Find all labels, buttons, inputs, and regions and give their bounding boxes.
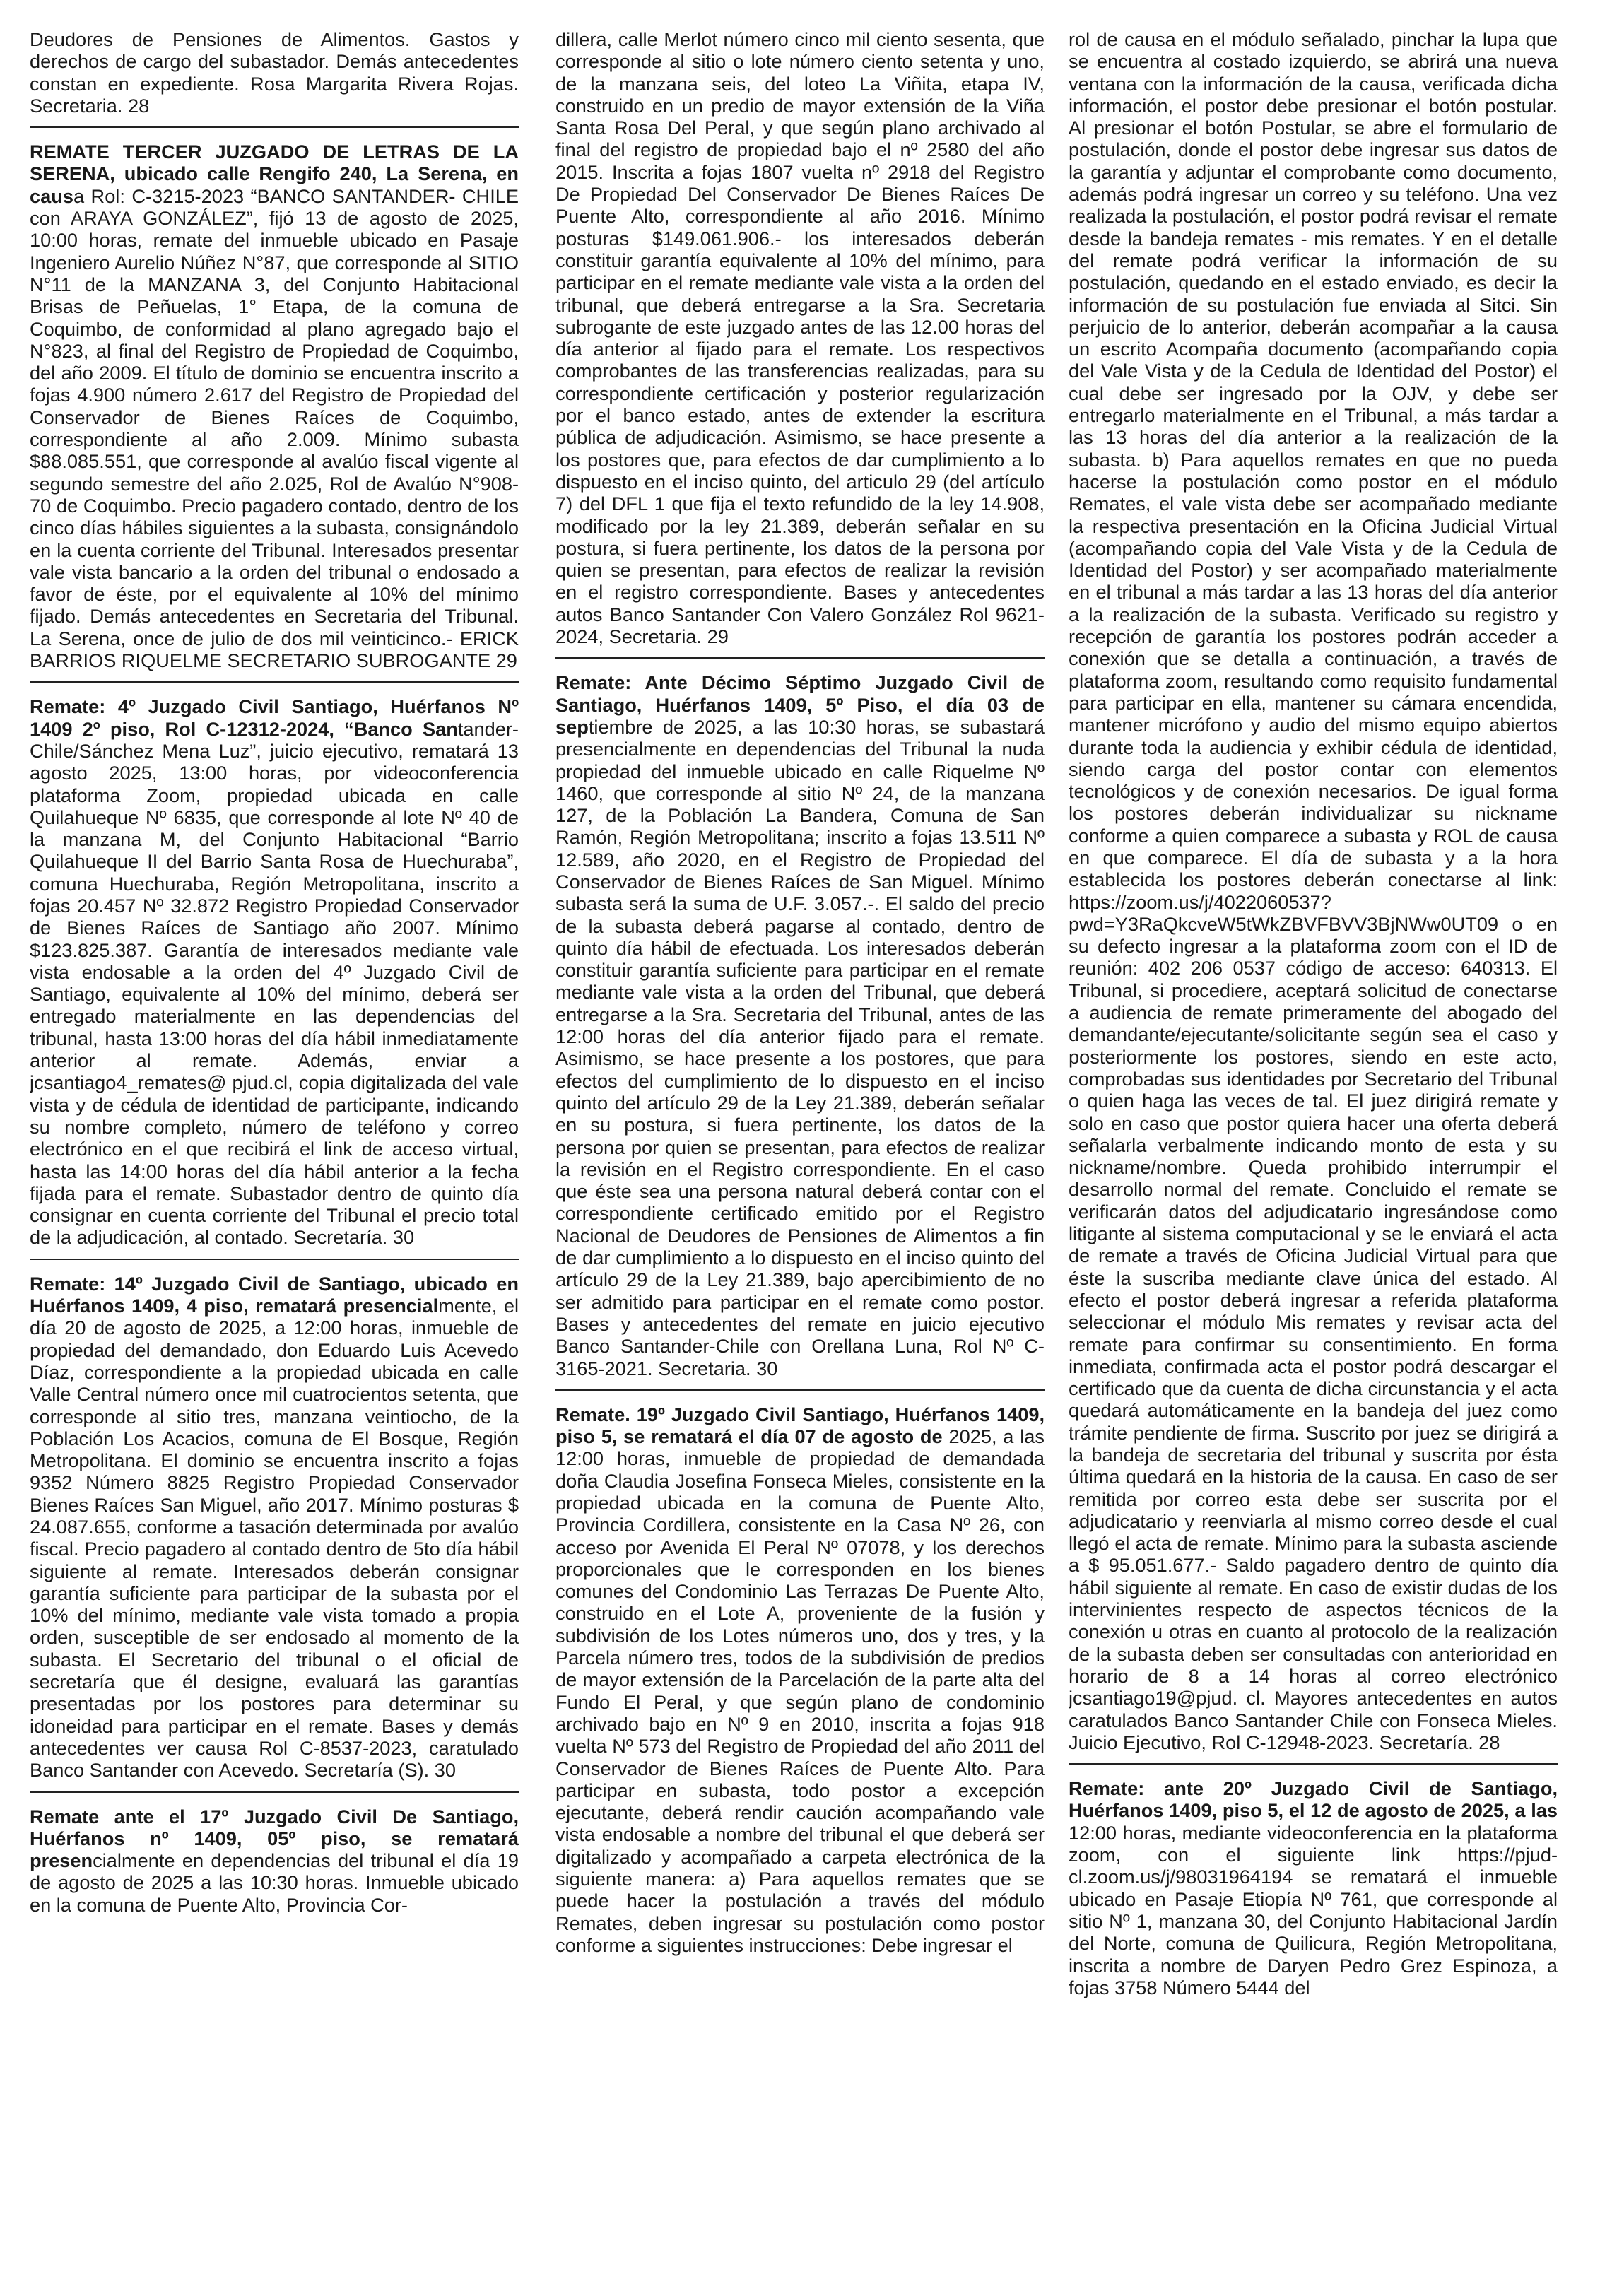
notice-heading: Remate: 14º Juzgado Civil de Santiago, ubicado en Huérfanos 1409, 4 piso, rematará presencial (30, 1272, 519, 1317)
notice-divider (555, 657, 1045, 659)
notice-divider (30, 681, 519, 683)
notice-heading: Remate: Ante Décimo Séptimo Juzgado Civil de Santiago, Huérfanos 1409, 5º Piso, el día 03 de sep (555, 671, 1045, 738)
column-3 (1069, 28, 1558, 2275)
notice-continuation: dillera, calle Merlot número cinco mil ciento sesenta, que corresponde al sitio o lote número ciento setenta y uno, de la manzana seis, del loteo La Viñita, etapa IV, construido en un predio de mayor extensión de la Viña Santa Rosa Del Peral, y que según plano archivado al final del registro de propiedad bajo el nº 2580 del año 2015. Inscrita a fojas 1807 vuelta nº 2918 del Registro De Propiedad Del Conservador De Bienes Raíces De Puente Alto, correspondiente al año 2016. Mínimo posturas $149.061.906.- los interesados deberán constituir garantía equivalente al 10% del mínimo, para participar en el remate mediante vale vista a la orden del tribunal, que deberá entregarse a la Sra. Secretaria subrogante de este juzgado antes de las 12.00 horas del día anterior al fijado para el remate. Los respectivos comprobantes de las transferencias realizadas, para su correspondiente certificación y posterior regularización por el banco estado, antes de extender la escritura pública de adjudicación. Asimismo, se hace presente a los postores que, para efectos de dar cumplimiento a lo dispuesto en el inciso quinto, del articulo 29 (del artículo 7) del DFL 1 que fija el texto refundido de la ley 14.908, modificado por la ley 21.389, deberán señalar en su postura, si fuera pertinente, los datos de la persona por quien se presentan, para efectos de realizar la revisión en el registro correspondiente. Bases y antecedentes autos Banco Santander Con Valero González Rol 9621-2024, Secretaria. 29 (555, 28, 1045, 648)
column-1 (30, 28, 519, 2275)
notice-continuation: Deudores de Pensiones de Alimentos. Gastos y derechos de cargo del subastador. Demás antecedentes constan en expediente. Rosa Margarita Rivera Rojas. Secretaria. 28 (30, 28, 519, 117)
notice-divider (1069, 1763, 1558, 1765)
notice-divider (30, 1259, 519, 1260)
notice-remate-14-juzgado: Remate: 14º Juzgado Civil de Santiago, ubicado en Huérfanos 1409, 4 piso, rematará presencialmente, el día 20 de agosto de 2025, a 12:00 horas, inmueble de propiedad del demandado, don Eduardo Luis Acevedo Díaz, correspondiente a la propiedad ubicada en calle Valle Central número once mil cuatrocientos setenta, que corresponde al sitio tres, manzana veintiocho, de la Población Los Acacios, comuna de El Bosque, Región Metropolitana. El dominio se encuentra inscrito a fojas 9352 Número 8825 Registro Propiedad Conservador Bienes Raíces San Miguel, año 2017. Mínimo posturas $ 24.087.655, conforme a tasación determinada por avalúo fiscal. Precio pagadero al contado dentro de 5to día hábil siguiente al remate. Interesados deberán consignar garantía suficiente para participar de la subasta por el 10% del mínimo, mediante vale vista tomado a propia orden, susceptible de ser endosado al momento de la subasta. El Secretario del tribunal o el oficial de secretaría que él designe, evaluará las garantías presentadas por los postores para determinar su idoneidad para participar en el remate. Bases y demás antecedentes ver causa Rol C-8537-2023, caratulado Banco Santander con Acevedo. Secretaría (S). 30 (30, 1272, 519, 1782)
notice-divider (555, 1389, 1045, 1391)
notice-continuation: rol de causa en el módulo señalado, pinchar la lupa que se encuentra al costado izquierdo, se abrirá una nueva ventana con la información de la causa, verificada dicha información, el postor debe presionar el botón postular. Al presionar el botón Postular, se abre el formulario de postulación, donde el postor debe ingresar sus datos de la garantía y adjuntar el comprobante como documento, además podrá ingresar un correo y su teléfono. Una vez realizada la postulación, el postor podrá revisar el remate desde la bandeja remates - mis remates. Y en el detalle del remate podrá verificar la información de su postulación, quedando en el estado enviado, es decir la información de su postulación fue enviada al Sitci. Sin perjuicio de lo anterior, deberán acompañar a la causa un escrito Acompaña documento (acompañando copia del Vale Vista y de la Cedula de Identidad del Postor) el cual debe ser ingresado por la OJV, y debe ser entregarlo materialmente en el Tribunal, a más tardar a las 13 horas del día anterior a la realización de la subasta. b) Para aquellos remates en que no pueda hacerse la postulación como postor en el módulo Remates, el vale vista debe ser acompañado mediante la respectiva presentación en la Oficina Judicial Virtual (acompañando copia del Vale Vista y de la Cedula de Identidad del Postor) y ser acompañado materialmente en el tribunal a más tardar a las 13 horas del día anterior a la realización de la subasta. Verificado su registro y recepción de garantía los postores podrán acceder a conexión que se detalla a continuación, a través de plataforma zoom, resultando como requisito fundamental para participar en ella, mantener su cámara encendida, mantener micrófono y audio del mismo equipo abiertos durante toda la audiencia y exhibir cédula de identidad, siendo carga del postor contar con elementos tecnológicos y de conexión necesarios. De igual forma los postores deberán individualizar su nickname conforme a quien comparece a subasta y ROL de causa en que comparece. El día de subasta y a la hora establecida los postores deberán conectarse al link: https://zoom.us/j/4022060537?pwd=Y3RaQkcveW5tWkZBVFBVV3BjNWw0UT09 o en su defecto ingresar a la plataforma zoom con el ID de reunión: 402 206 0537 código de acceso: 640313. El Tribunal, si procediere, aceptará solicitud de conectarse a audiencia de remate primeramente del abogado del demandante/ejecutante/solicitante según sea el caso y posteriormente los postores, siendo en este acto, comprobadas sus identidades por Secretario del Tribunal o quien haga las veces de tal. El juez dirigirá remate y solo en caso que postor quiera hacer una oferta deberá señalarla verbalmente indicando monto de esta y su nickname/nombre. Queda prohibido interrumpir el desarrollo normal del remate. Concluido el remate se verificarán datos del adjudicatario ingresándose como litigante al sistema computacional y se le enviará el acta de remate a través de Oficina Judicial Virtual para que éste la suscriba mediante clave única del estado. Al efecto el postor deberá ingresar a referida plataforma seleccionar el módulo Mis remates y revisar acta del remate para confirmar su consentimiento. En forma inmediata, confirmada acta el postor podrá descargar el certificado que da cuenta de dicha circunstancia y el acta quedará automáticamente en la bandeja del juez como trámite pendiente de firma. Suscrito por juez se dirigirá a la bandeja de secretaria del tribunal y suscrita por ésta última quedará en la historia de la causa. En caso de ser remitida por correo esta debe ser suscrita por el adjudicatario y reenviarla al mismo correo desde el cual llegó el acta de remate. Mínimo para la subasta asciende a $ 95.051.677.- Saldo pagadero dentro de quinto día hábil siguiente al remate. En caso de existir dudas de los intervinientes respecto de aspectos técnicos de la conexión u otras en cuanto al protocolo de la realización de la subasta deben ser consultadas con anterioridad en horario de 8 a 14 horas al correo electrónico jcsantiago19@pjud. cl. Mayores antecedentes en autos caratulados Banco Santander Chile con Fonseca Mieles. Juicio Ejecutivo, Rol C-12948-2023. Secretaría. 28 (1069, 28, 1558, 1753)
notice-divider (30, 1791, 519, 1793)
notice-remate-17-juzgado: Remate ante el 17º Juzgado Civil De Santiago, Huérfanos nº 1409, 05º piso, se rematará presencialmente en dependencias del tribunal el día 19 de agosto de 2025 a las 10:30 horas. Inmueble ubicado en la comuna de Puente Alto, Provincia Cor- (30, 1805, 519, 1916)
notice-heading: Remate: ante 20º Juzgado Civil de Santiago, Huérfanos 1409, piso 5, el 12 de agosto de 2025, a las (1069, 1777, 1558, 1822)
notice-divider (30, 126, 519, 128)
notice-remate-4-juzgado: Remate: 4º Juzgado Civil Santiago, Huérfanos Nº 1409 2º piso, Rol C-12312-2024, “Banco Santander-Chile/Sánchez Mena Luz”, juicio ejecutivo, rematará 13 agosto 2025, 13:00 horas, por videoconferencia plataforma Zoom, propiedad ubicada en calle Quilahueque Nº 6835, que corresponde al lote Nº 40 de la manzana M, del Conjunto Habitacional “Barrio Quilahueque II del Barrio Santa Rosa de Huechuraba”, comuna Huechuraba, Región Metropolitana, inscrito a fojas 20.457 Nº 32.872 Registro Propiedad Conservador de Bienes Raíces de Santiago año 2007. Mínimo $123.825.387. Garantía de interesados mediante vale vista endosable a la orden del 4º Juzgado Civil de Santiago, equivalente al 10% del mínimo, deberá ser entregado materialmente en las dependencias del tribunal, hasta 13:00 horas del día hábil inmediatamente anterior al remate. Además, enviar a jcsantiago4_remates@ pjud.cl, copia digitalizada del vale vista y de cédula de identidad de participante, indicando su nombre completo, número de teléfono y correo electrónico en el que recibirá el link de acceso virtual, hasta las 14:00 horas del día hábil anterior a la fecha fijada para el remate. Subastador dentro de quinto día consignar en cuenta corriente del Tribunal el precio total de la adjudicación, al contado. Secretaría. 30 (30, 695, 519, 1249)
notice-heading: Remate: 4º Juzgado Civil Santiago, Huérfanos Nº 1409 2º piso, Rol C-12312-2024, “Banco San (30, 695, 519, 740)
notice-heading: REMATE TERCER JUZGADO DE LETRAS DE LA SERENA, ubicado calle Rengifo 240, La Serena, en caus (30, 141, 519, 207)
notice-remate-20-juzgado: Remate: ante 20º Juzgado Civil de Santiago, Huérfanos 1409, piso 5, el 12 de agosto de 2025, a las 12:00 horas, mediante videoconferencia en la plataforma zoom, con el siguiente link https://pjud- cl.zoom.us/j/98031964194 se rematará el inmueble ubicado en Pasaje Etiopía Nº 761, que corresponde al sitio Nº 1, manzana 30, del Conjunto Habitacional Jardín del Norte, comuna de Quilicura, Región Metropolitana, inscrita a nombre de Daryen Pedro Grez Espinoza, a fojas 3758 Número 5444 del (1069, 1777, 1558, 1998)
notice-remate-decimo-septimo: Remate: Ante Décimo Séptimo Juzgado Civil de Santiago, Huérfanos 1409, 5º Piso, el día 03 de septiembre de 2025, a las 10:30 horas, se subastará presencialmente en dependencias del Tribunal la nuda propiedad del inmueble ubicado en calle Riquelme Nº 1460, que corresponde al sitio Nº 24, de la manzana 127, de la Población La Bandera, Comuna de San Ramón, Región Metropolitana; inscrito a fojas 13.511 Nº 12.589, año 2020, en el Registro de Propiedad del Conservador de Bienes Raíces de San Miguel. Mínimo subasta será la suma de U.F. 3.057.-. El saldo del precio de la subasta deberá pagarse al contado, dentro de quinto día hábil de efectuada. Los interesados deberán constituir garantía suficiente para participar en el remate mediante vale vista a la orden del Tribunal, que deberá entregarse a la Sra. Secretaria del Tribunal, antes de las 12:00 horas del día anterior fijado para el remate. Asimismo, se hace presente a los postores, que para efectos del cumplimiento de lo dispuesto en el inciso quinto del artículo 29 de la Ley 21.389, deberán señalar en su postura, si fuera pertinente, los datos de la persona por quien se presentan, para efectos de realizar la revisión en el Registro correspondiente. En el caso que éste sea una persona natural deberá contar con el correspondiente certificado emitido por el Registro Nacional de Deudores de Pensiones de Alimentos a fin de dar cumplimiento a lo dispuesto en el inciso quinto del artículo 29 de la Ley 21.389, bajo apercibimiento de no ser admitido para participar en el remate como postor. Bases y antecedentes del remate en juicio ejecutivo Banco Santander-Chile con Orellana Luna, Rol Nº C-3165-2021. Secretaria. 30 (555, 671, 1045, 1379)
column-2 (555, 28, 1045, 2275)
notice-heading: Remate ante el 17º Juzgado Civil De Santiago, Huérfanos nº 1409, 05º piso, se rematará presen (30, 1805, 519, 1872)
notice-remate-19-juzgado: Remate. 19º Juzgado Civil Santiago, Huérfanos 1409, piso 5, se rematará el día 07 de agosto de 2025, a las 12:00 horas, inmueble de propiedad de demandada doña Claudia Josefina Fonseca Mieles, consistente en la propiedad ubicada en la comuna de Puente Alto, Provincia Cordillera, consistente en la Casa Nº 26, con acceso por Avenida El Peral Nº 07078, y los derechos proporcionales que le corresponden en los bienes comunes del Condominio Las Terrazas De Puente Alto, construido en el Lote A, proveniente de la fusión y subdivisión de los Lotes números uno, dos y tres, y la Parcela número tres, todos de la subdivisión de predios de mayor extensión de la Parcelación de la parte alta del Fundo El Peral, y que según plano de condominio archivado bajo en Nº 9 en 2010, inscrita a fojas 918 vuelta Nº 573 del Registro de Propiedad del año 2011 del Conservador de Bienes Raíces de Puente Alto. Para participar en subasta, todo postor a excepción ejecutante, deberá rendir caución acompañando vale vista endosable a nombre del tribunal el que deberá ser digitalizado y acompañado a carpeta electrónica de la siguiente manera: a) Para aquellos remates que se puede hacer la postulación a través del módulo Remates, deben ingresar su postulación como postor conforme a siguientes instrucciones: Debe ingresar el (555, 1403, 1045, 1956)
notice-remate-la-serena: REMATE TERCER JUZGADO DE LETRAS DE LA SERENA, ubicado calle Rengifo 240, La Serena, en causa Rol: C-3215-2023 “BANCO SANTANDER- CHILE con ARAYA GONZÁLEZ”, fijó 13 de agosto de 2025, 10:00 horas, remate del inmueble ubicado en Pasaje Ingeniero Aurelio Núñez N°87, que corresponde al SITIO N°11 de la MANZANA 3, del Conjunto Habitacional Brisas de Peñuelas, 1° Etapa, de la comuna de Coquimbo, de conformidad al plano agregado bajo el N°823, al final del Registro de Propiedad de Coquimbo, del año 2009. El título de dominio se encuentra inscrito a fojas 4.900 número 2.617 del Registro de Propiedad del Conservador de Bienes Raíces de Coquimbo, correspondiente al año 2.009. Mínimo subasta $88.085.551, que corresponde al avalúo fiscal vigente al segundo semestre del año 2.025, Rol de Avalúo N°908-70 de Coquimbo. Precio pagadero contado, dentro de los cinco días hábiles siguientes a la subasta, consignándolo en la cuenta corriente del Tribunal. Interesados presentar vale vista bancario a la orden del tribunal o endosado a favor de éste, por el equivalente al 10% del mínimo fijado. Demás antecedentes en Secretaria del Tribunal. La Serena, once de julio de dos mil veinticinco.- ERICK BARRIOS RIQUELME SECRETARIO SUBROGANTE 29 (30, 141, 519, 672)
notice-heading: Remate. 19º Juzgado Civil Santiago, Huérfanos 1409, piso 5, se rematará el día 07 de agosto de (555, 1403, 1045, 1448)
